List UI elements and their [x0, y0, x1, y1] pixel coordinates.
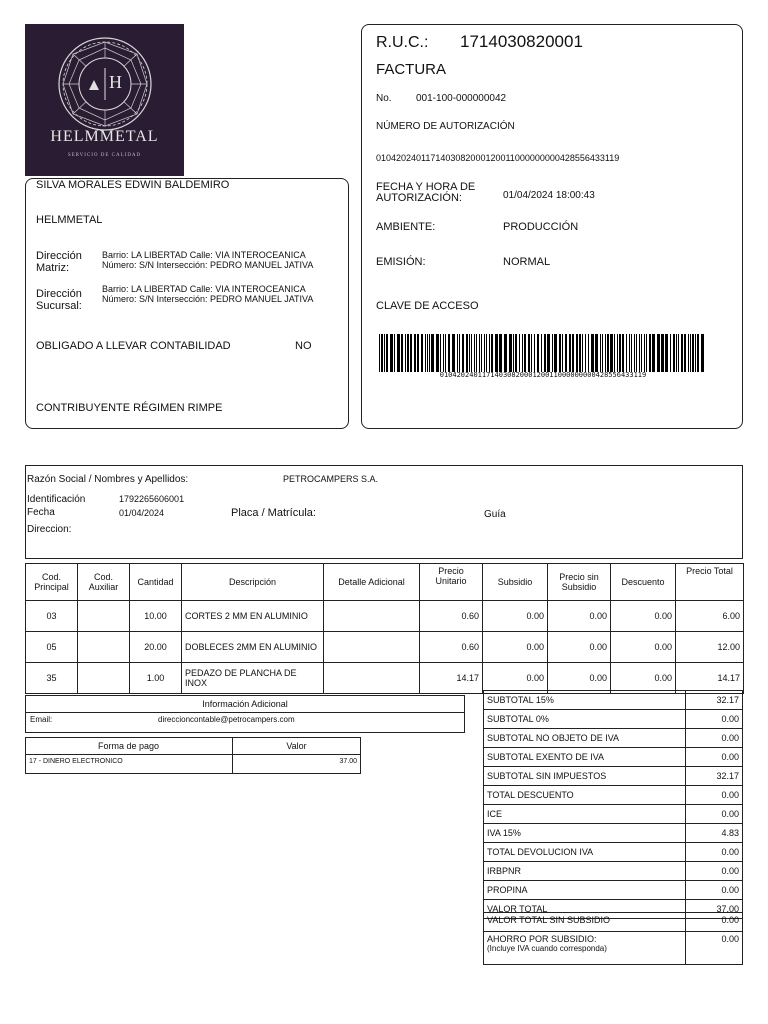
barcode-bar [414, 334, 416, 372]
row-no-subsidy: 0.00 [548, 632, 611, 663]
barcode-bar [489, 334, 490, 372]
barcode-bar [591, 334, 594, 372]
issuer-trade-name: HELMMETAL [36, 214, 103, 226]
barcode-bar [405, 334, 406, 372]
barcode-bar [579, 334, 581, 372]
subsidy-savings-cell [484, 932, 686, 965]
row-aux [78, 663, 130, 694]
barcode-bar [440, 334, 441, 372]
table-row [26, 632, 744, 663]
barcode-bar [431, 334, 434, 372]
totals-row [484, 748, 743, 767]
payment-method-header: Forma de pago [97, 741, 160, 751]
ruc-label: R.U.C.: [376, 34, 429, 51]
totals-value: 32.17 [686, 767, 743, 786]
barcode-bar [554, 334, 557, 372]
col-header-description: Descripción [182, 564, 324, 601]
customer-date: 01/04/2024 [119, 508, 165, 518]
row-code: 05 [26, 632, 78, 663]
barcode-bar [448, 334, 450, 372]
barcode-bar [407, 334, 409, 372]
totals-label: IRBPNR [484, 862, 686, 881]
totals-label: TOTAL DEVOLUCION IVA [484, 843, 686, 862]
row-unit-price: 0.60 [420, 601, 483, 632]
subsidy-total-label: VALOR TOTAL SIN SUBSIDIO [484, 913, 686, 932]
barcode-bar [684, 334, 686, 372]
totals-label: VALOR TOTAL [484, 900, 686, 919]
barcode-bar [537, 334, 539, 372]
totals-label: SUBTOTAL NO OBJETO DE IVA [484, 729, 686, 748]
emission-value: NORMAL [503, 256, 551, 268]
col-header-subsidy: Subsidio [483, 564, 548, 601]
row-code: 35 [26, 663, 78, 694]
totals-row [484, 729, 743, 748]
row-subsidy: 0.00 [483, 663, 548, 694]
barcode-bar [457, 334, 458, 372]
issuer-name: SILVA MORALES EDWIN BALDEMIRO [36, 179, 230, 191]
barcode-bar [569, 334, 571, 372]
barcode-bar [528, 334, 530, 372]
totals-value: 0.00 [686, 843, 743, 862]
ruc-value: 1714030820001 [460, 32, 583, 51]
col-header-unit-price: Precio Unitario [420, 564, 483, 601]
payment-value-header: Valor [286, 741, 307, 751]
row-aux [78, 632, 130, 663]
plate-label: Placa / Matrícula: [231, 507, 316, 519]
barcode-bar [445, 334, 446, 372]
invoice-no-label: No. [376, 93, 392, 104]
barcode-bar [636, 334, 637, 372]
barcode-bar [547, 334, 550, 372]
company-logo [25, 24, 184, 176]
main-address-line2: Número: S/N Intersección: PEDRO MANUEL JATIVA [102, 260, 314, 270]
row-code: 03 [26, 601, 78, 632]
totals-value: 0.00 [686, 748, 743, 767]
totals-value: 0.00 [686, 729, 743, 748]
subsidy-table [483, 912, 743, 965]
barcode-bar [524, 334, 526, 372]
barcode-bar [649, 334, 651, 372]
customer-id: 1792265606001 [119, 494, 185, 504]
subsidy-savings-value: 0.00 [686, 932, 743, 965]
row-description: CORTES 2 MM EN ALUMINIO [182, 601, 324, 632]
row-qty: 20.00 [130, 632, 182, 663]
logo-tagline: SERVICIO DE CALIDAD [67, 153, 142, 158]
barcode-bar [499, 334, 502, 372]
email-value: direccioncontable@petrocampers.com [158, 715, 295, 724]
barcode-bar [701, 334, 704, 372]
barcode-bar [641, 334, 642, 372]
branch-address-line1: Barrio: LA LIBERTAD Calle: VIA INTEROCEANICA [102, 284, 306, 294]
totals-label: SUBTOTAL EXENTO DE IVA [484, 748, 686, 767]
totals-value: 0.00 [686, 881, 743, 900]
main-address-line1: Barrio: LA LIBERTAD Calle: VIA INTEROCEANICA [102, 250, 306, 260]
barcode-bar [673, 334, 675, 372]
totals-row [484, 824, 743, 843]
barcode-bar [401, 334, 403, 372]
totals-value: 0.00 [686, 710, 743, 729]
row-unit-price: 0.60 [420, 632, 483, 663]
row-total: 14.17 [676, 663, 744, 694]
row-unit-price: 14.17 [420, 663, 483, 694]
barcode-bar [670, 334, 671, 372]
barcode-bar [622, 334, 624, 372]
barcode-bar [479, 334, 480, 372]
items-header-row [26, 564, 744, 601]
barcode-bar [509, 334, 512, 372]
datetime-value: 01/04/2024 18:00:43 [503, 190, 595, 201]
row-subsidy: 0.00 [483, 632, 548, 663]
barcode-bar [631, 334, 632, 372]
totals-value: 0.00 [686, 805, 743, 824]
barcode-bar [425, 334, 426, 372]
col-header-code: Cod. Principal [26, 564, 78, 601]
barcode-bar [541, 334, 542, 372]
row-detail [324, 632, 420, 663]
totals-label: PROPINA [484, 881, 686, 900]
barcode-bar [466, 334, 468, 372]
barcode-bar [562, 334, 563, 372]
barcode-bar [629, 334, 630, 372]
totals-row [484, 862, 743, 881]
customer-date-label: Fecha [27, 507, 55, 518]
barcode-bar [600, 334, 601, 372]
additional-info-title: Información Adicional [202, 699, 288, 709]
row-discount: 0.00 [611, 601, 676, 632]
barcode-bar [619, 334, 621, 372]
row-subsidy: 0.00 [483, 601, 548, 632]
row-discount: 0.00 [611, 632, 676, 663]
barcode-bar [386, 334, 388, 372]
auth-number: 0104202401171403082000120011000000000428556433119 [376, 153, 620, 163]
row-detail [324, 663, 420, 694]
additional-info-divider [25, 712, 465, 713]
row-no-subsidy: 0.00 [548, 601, 611, 632]
totals-row [484, 691, 743, 710]
barcode-bar [481, 334, 482, 372]
barcode-bar [397, 334, 400, 372]
access-key-barcode [379, 334, 707, 372]
totals-label: ICE [484, 805, 686, 824]
barcode-bar [443, 334, 444, 372]
barcode-bar [657, 334, 660, 372]
barcode-bar [690, 334, 691, 372]
payment-value: 37.00 [339, 758, 357, 765]
barcode-bar [676, 334, 677, 372]
barcode-bar [390, 334, 393, 372]
row-aux [78, 601, 130, 632]
totals-row [484, 843, 743, 862]
guide-label: Guía [484, 509, 506, 520]
customer-name: PETROCAMPERS S.A. [283, 474, 379, 484]
barcode-bar [486, 334, 487, 372]
access-key-label: CLAVE DE ACCESO [376, 300, 479, 312]
totals-row [484, 881, 743, 900]
row-discount: 0.00 [611, 663, 676, 694]
barcode-bar [605, 334, 606, 372]
barcode-bar [471, 334, 472, 372]
col-header-discount: Descuento [611, 564, 676, 601]
barcode-bar [572, 334, 574, 372]
row-description: PEDAZO DE PLANCHA DE INOX [182, 663, 324, 694]
accounting-value: NO [295, 340, 312, 352]
totals-label: IVA 15% [484, 824, 686, 843]
barcode-bar [379, 334, 380, 372]
barcode-bar [665, 334, 668, 372]
barcode-bar [462, 334, 464, 372]
main-address-label: Dirección Matriz: [36, 250, 82, 274]
barcode-bar [452, 334, 455, 372]
totals-label: SUBTOTAL SIN IMPUESTOS [484, 767, 686, 786]
row-no-subsidy: 0.00 [548, 663, 611, 694]
subsidy-total-row [484, 913, 743, 932]
barcode-bar [565, 334, 567, 372]
barcode-bar [695, 334, 696, 372]
barcode-bar [410, 334, 412, 372]
barcode-bar [429, 334, 430, 372]
totals-table [483, 690, 743, 919]
barcode-bar [495, 334, 498, 372]
accounting-label: OBLIGADO A LLEVAR CONTABILIDAD [36, 340, 231, 352]
totals-label: SUBTOTAL 15% [484, 691, 686, 710]
table-row [26, 663, 744, 694]
barcode-bar [644, 334, 645, 372]
barcode-bar [588, 334, 589, 372]
col-header-no-subsidy: Precio sin Subsidio [548, 564, 611, 601]
totals-value: 0.00 [686, 786, 743, 805]
col-header-total: Precio Total [676, 564, 744, 601]
customer-id-label: Identificación [27, 494, 86, 505]
barcode-bar [484, 334, 485, 372]
col-header-detail: Detalle Adicional [324, 564, 420, 601]
env-value: PRODUCCIÓN [503, 221, 579, 233]
barcode-bar [595, 334, 598, 372]
barcode-bar [491, 334, 493, 372]
payment-method: 17 - DINERO ELECTRONICO [29, 758, 123, 765]
barcode-bar [639, 334, 640, 372]
items-table [25, 563, 744, 694]
barcode-bar [626, 334, 627, 372]
barcode-bar [576, 334, 578, 372]
logo-monogram: H [109, 72, 122, 92]
col-header-qty: Cantidad [130, 564, 182, 601]
totals-value: 4.83 [686, 824, 743, 843]
totals-row [484, 786, 743, 805]
logo-brand: HELMMETAL [50, 128, 159, 145]
barcode-bar [522, 334, 523, 372]
barcode-bar [552, 334, 553, 372]
barcode-bar [681, 334, 683, 372]
email-label: Email: [30, 715, 53, 724]
barcode-bar [519, 334, 520, 372]
row-qty: 10.00 [130, 601, 182, 632]
subsidy-total-value: 0.00 [686, 913, 743, 932]
table-row [26, 601, 744, 632]
branch-address-label: Dirección Sucursal: [36, 288, 82, 312]
barcode-bar [544, 334, 546, 372]
barcode-bar [678, 334, 679, 372]
invoice-number: 001-100-000000042 [416, 93, 507, 104]
barcode-bar [652, 334, 655, 372]
totals-value: 37.00 [686, 900, 743, 919]
barcode-bar [559, 334, 561, 372]
barcode-bar [531, 334, 532, 372]
totals-label: SUBTOTAL 0% [484, 710, 686, 729]
subsidy-savings-note: (Incluye IVA cuando corresponda) [487, 944, 607, 953]
barcode-bar [634, 334, 635, 372]
customer-address-label: Direccion: [27, 524, 72, 535]
subsidy-savings-row [484, 932, 743, 965]
barcode-bar [617, 334, 618, 372]
row-detail [324, 601, 420, 632]
barcode-bar [427, 334, 428, 372]
regime-label: CONTRIBUYENTE RÉGIMEN RIMPE [36, 402, 223, 414]
barcode-bar [614, 334, 615, 372]
barcode-bar [582, 334, 583, 372]
doc-type: FACTURA [376, 61, 447, 78]
barcode-bar [661, 334, 664, 372]
auth-label: NÚMERO DE AUTORIZACIÓN [376, 121, 515, 132]
totals-row [484, 805, 743, 824]
totals-row [484, 710, 743, 729]
row-qty: 1.00 [130, 663, 182, 694]
row-total: 6.00 [676, 601, 744, 632]
barcode-bar [474, 334, 475, 372]
totals-value: 32.17 [686, 691, 743, 710]
col-header-aux: Cod. Auxiliar [78, 564, 130, 601]
barcode-bar [436, 334, 439, 372]
totals-value: 0.00 [686, 862, 743, 881]
totals-row [484, 767, 743, 786]
barcode-bar [394, 334, 395, 372]
emission-label: EMISIÓN: [376, 256, 426, 268]
barcode-bar [504, 334, 507, 372]
barcode-bar [476, 334, 477, 372]
env-label: AMBIENTE: [376, 221, 436, 233]
datetime-label-2: AUTORIZACIÓN: [376, 192, 462, 204]
barcode-bar [688, 334, 689, 372]
barcode-bar [513, 334, 514, 372]
payment-header-divider [25, 754, 361, 755]
row-total: 12.00 [676, 632, 744, 663]
subsidy-savings-label: AHORRO POR SUBSIDIO: [487, 934, 597, 944]
barcode-bar [459, 334, 460, 372]
barcode-bar [602, 334, 603, 372]
barcode-bar [421, 334, 423, 372]
barcode-bar [515, 334, 517, 372]
row-description: DOBLECES 2MM EN ALUMINIO [182, 632, 324, 663]
barcode-bar [692, 334, 694, 372]
customer-name-label: Razón Social / Nombres y Apellidos: [27, 474, 189, 485]
barcode-bar [585, 334, 586, 372]
barcode-bar [607, 334, 609, 372]
barcode-bar [469, 334, 470, 372]
barcode-bar [381, 334, 383, 372]
totals-label: TOTAL DESCUENTO [484, 786, 686, 805]
barcode-bar [417, 334, 419, 372]
barcode-bar [646, 334, 647, 372]
barcode-bar [610, 334, 613, 372]
access-key-number: 0104202401171403082000120011000000000428556433119 [439, 371, 647, 379]
datetime-label-1: FECHA Y HORA DE [376, 181, 476, 193]
branch-address-line2: Número: S/N Intersección: PEDRO MANUEL JATIVA [102, 294, 314, 304]
barcode-bar [534, 334, 535, 372]
barcode-bar [697, 334, 699, 372]
barcode-bar [384, 334, 385, 372]
